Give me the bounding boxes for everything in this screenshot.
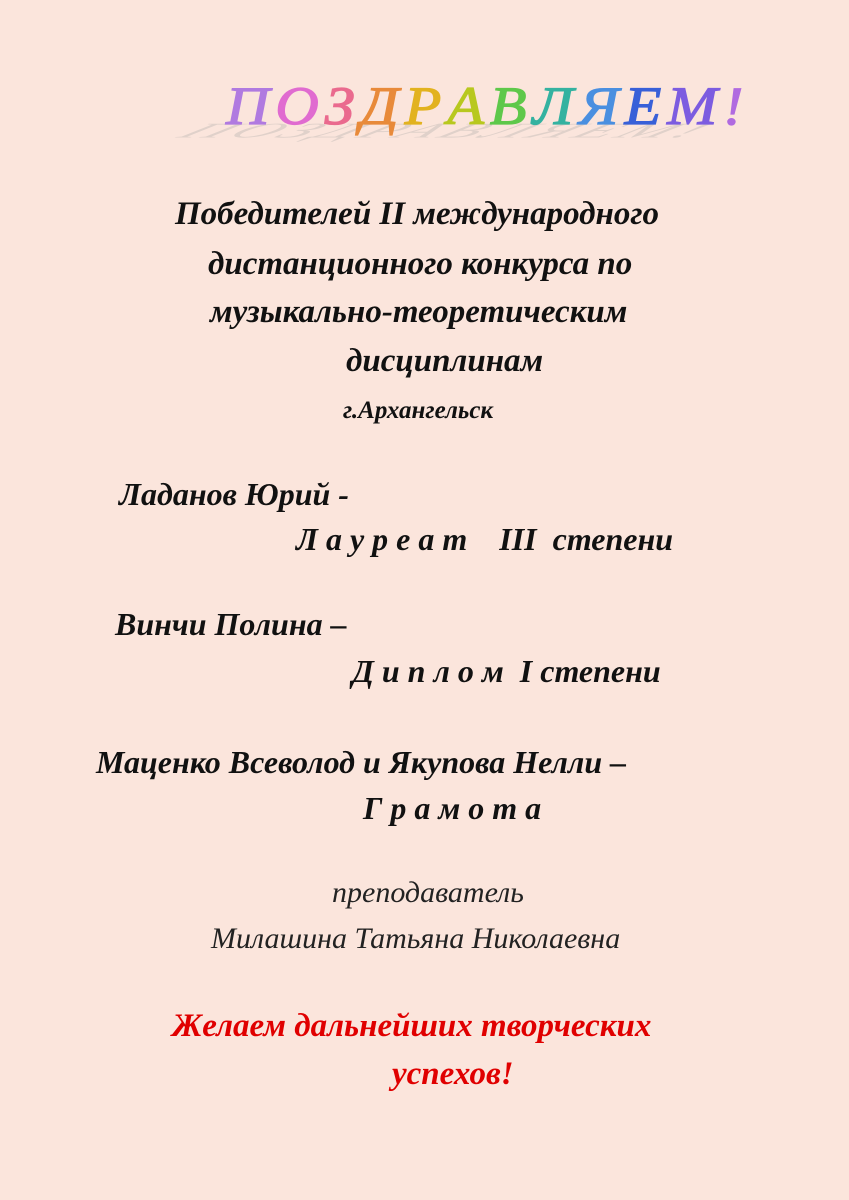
winner-1-name: Ладанов Юрий - [119, 476, 349, 512]
city-label: г.Архангельск [343, 397, 494, 424]
headline-letter: ! [723, 76, 750, 136]
headline-letter: Р [404, 76, 448, 136]
headline-letter: З [324, 76, 361, 136]
winner-2-name: Винчи Полина – [115, 606, 347, 642]
wish-line-2: успехов! [392, 1056, 514, 1092]
winner-3-award: Г р а м о т а [363, 790, 542, 826]
headline-letter: О [275, 76, 325, 136]
headline-letter: П [226, 76, 276, 136]
headline-letter: Е [624, 76, 668, 136]
intro-line-3: музыкально-теоретическим [210, 294, 628, 330]
headline-letter: Я [579, 76, 625, 136]
winner-3-name: Маценко Всеволод и Якупова Нелли – [96, 744, 627, 780]
headline-letter: М [667, 76, 724, 136]
congratulations-headline [165, 76, 750, 166]
intro-line-2: дистанционного конкурса по [208, 246, 633, 282]
winner-2-award: Д и п л о м I степени [352, 653, 661, 689]
wish-line-1: Желаем дальнейших творческих [172, 1008, 652, 1044]
headline-letters [226, 76, 749, 136]
headline-letter: Л [532, 76, 580, 136]
headline-letter: В [489, 76, 533, 136]
headline-letter: А [447, 76, 490, 136]
winner-1-award: Л а у р е а т III степени [296, 521, 674, 557]
teacher-name: Милашина Татьяна Николаевна [211, 922, 621, 955]
teacher-role: преподаватель [332, 876, 524, 909]
intro-line-1: Победителей II международного [175, 196, 660, 232]
headline-letter: Д [360, 76, 405, 136]
headline-shadow: ПОЗДРАВЛЯЕМ! [165, 118, 731, 143]
intro-line-4: дисциплинам [346, 343, 544, 379]
